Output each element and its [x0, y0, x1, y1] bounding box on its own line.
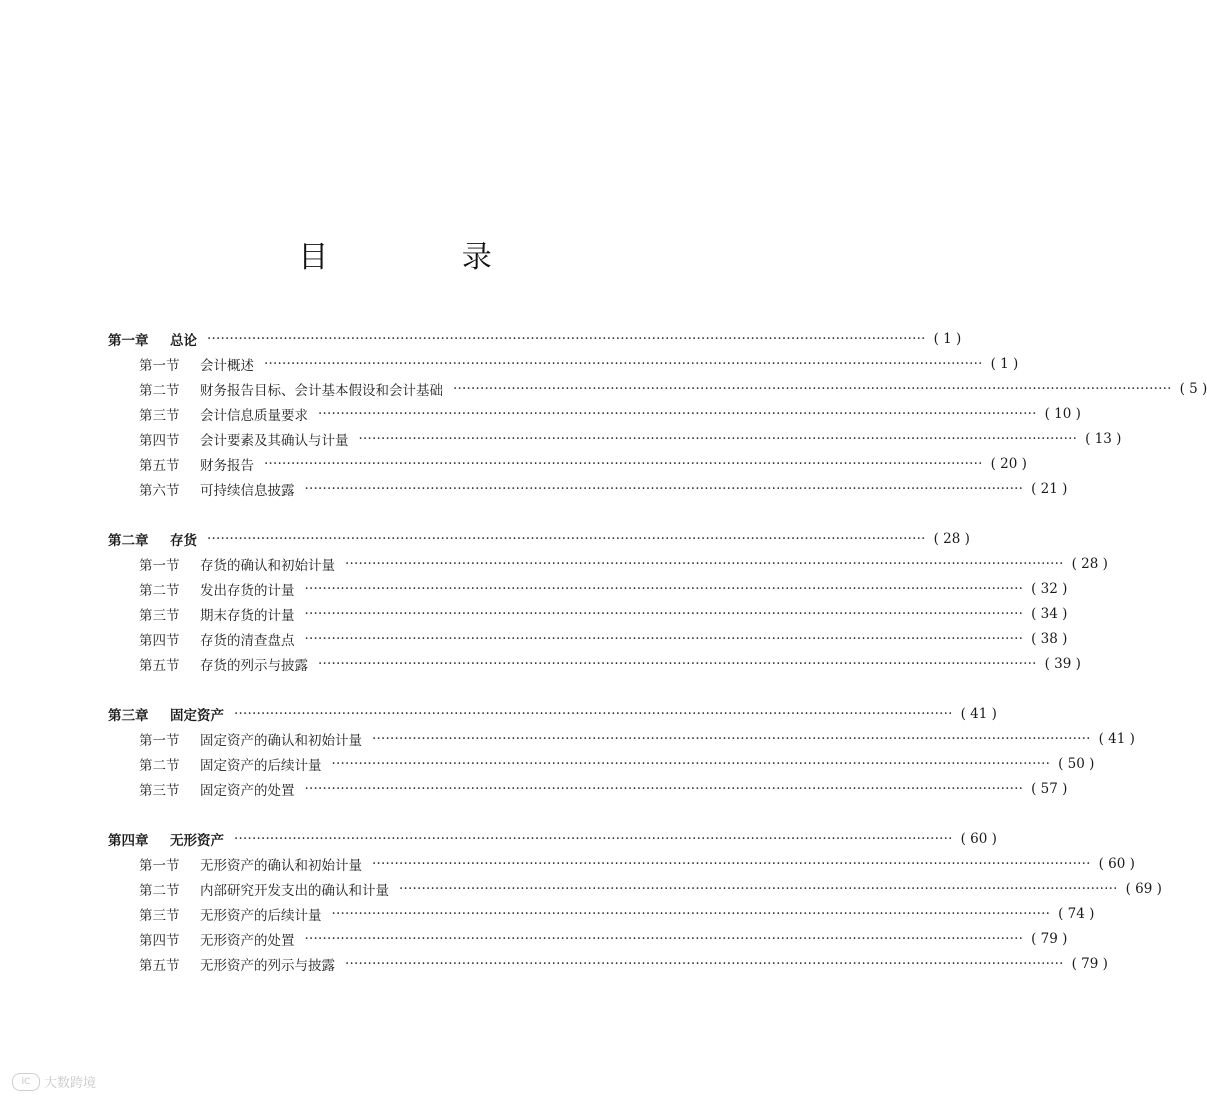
toc-entry-title: 总论	[170, 332, 197, 349]
toc-entry-number: 第二节	[139, 757, 180, 774]
toc-dot-leader: ································································································································································	[318, 655, 1037, 672]
toc-entry-number: 第三节	[139, 407, 180, 424]
toc-entry-number: 第五节	[139, 657, 180, 674]
toc-page-number: ( 1 )	[933, 330, 962, 347]
toc-dot-leader: ································································································································································	[207, 330, 926, 347]
toc-entry-title: 期末存货的计量	[200, 607, 295, 624]
toc-page-number: ( 39 )	[1044, 655, 1081, 672]
toc-section-row[interactable]	[139, 651, 1081, 676]
toc-entry-title: 固定资产的确认和初始计量	[200, 732, 362, 749]
toc-section-row[interactable]	[139, 951, 1108, 976]
toc-entry-title: 财务报告目标、会计基本假设和会计基础	[200, 382, 443, 399]
toc-entry-title: 会计信息质量要求	[200, 407, 308, 424]
toc-dot-leader: ································································································································································	[304, 630, 1024, 647]
toc-entry-title: 可持续信息披露	[200, 482, 295, 499]
toc-entry-number: 第二节	[139, 382, 180, 399]
toc-dot-leader: ································································································································································	[264, 355, 983, 372]
toc-entry-title: 会计要素及其确认与计量	[200, 432, 349, 449]
toc-dot-leader: ································································································································································	[372, 730, 1091, 747]
toc-section-row[interactable]	[139, 476, 1068, 501]
toc-entry-title: 会计概述	[200, 357, 254, 374]
toc-page-number: ( 60 )	[960, 830, 997, 847]
toc-page-number: ( 69 )	[1125, 880, 1162, 897]
toc-entry-number: 第三节	[139, 607, 180, 624]
toc-entry-number: 第一节	[139, 857, 180, 874]
toc-entry-number: 第一节	[139, 557, 180, 574]
toc-entry-number: 第四章	[108, 832, 149, 849]
toc-page-number: ( 38 )	[1031, 630, 1068, 647]
toc-dot-leader: ································································································································································	[304, 780, 1024, 797]
toc-entry-title: 无形资产的后续计量	[200, 907, 322, 924]
toc-entry-number: 第四节	[139, 432, 180, 449]
watermark-logo-icon: IC	[12, 1073, 40, 1091]
toc-page-number: ( 13 )	[1085, 430, 1122, 447]
toc-page-number: ( 79 )	[1071, 955, 1108, 972]
toc-dot-leader: ································································································································································	[318, 405, 1037, 422]
toc-entry-number: 第二章	[108, 532, 149, 549]
toc-section-row[interactable]	[139, 576, 1068, 601]
toc-entry-title: 固定资产的处置	[200, 782, 295, 799]
toc-page-number: ( 41 )	[1098, 730, 1135, 747]
toc-entry-number: 第四节	[139, 932, 180, 949]
toc-dot-leader: ································································································································································	[234, 705, 953, 722]
toc-section-row[interactable]	[139, 626, 1068, 651]
toc-dot-leader: ································································································································································	[345, 955, 1064, 972]
toc-page-number: ( 60 )	[1098, 855, 1135, 872]
toc-entry-title: 存货	[170, 532, 197, 549]
toc-entry-number: 第三节	[139, 907, 180, 924]
toc-page-number: ( 79 )	[1031, 930, 1068, 947]
toc-chapter-row[interactable]	[108, 701, 997, 726]
toc-entry-number: 第五节	[139, 457, 180, 474]
watermark	[12, 1072, 96, 1091]
toc-page-number: ( 28 )	[933, 530, 970, 547]
toc-dot-leader: ································································································································································	[345, 555, 1064, 572]
toc-entry-number: 第三章	[108, 707, 149, 724]
toc-dot-leader: ································································································································································	[234, 830, 953, 847]
toc-page-number: ( 41 )	[960, 705, 997, 722]
toc-section-row[interactable]	[139, 776, 1068, 801]
toc-dot-leader: ································································································································································	[207, 530, 926, 547]
toc-entry-title: 无形资产的列示与披露	[200, 957, 335, 974]
toc-entry-title: 发出存货的计量	[200, 582, 295, 599]
toc-section-row[interactable]	[139, 351, 1019, 376]
toc-section-row[interactable]	[139, 601, 1068, 626]
toc-chapter-row[interactable]	[108, 826, 997, 851]
toc-entry-number: 第三节	[139, 782, 180, 799]
toc-section-row[interactable]	[139, 926, 1068, 951]
toc-entry-number: 第六节	[139, 482, 180, 499]
toc-section-row[interactable]	[139, 751, 1095, 776]
toc-dot-leader: ································································································································································	[331, 905, 1051, 922]
toc-dot-leader: ································································································································································	[304, 580, 1024, 597]
toc-dot-leader: ································································································································································	[331, 755, 1051, 772]
toc-page-number: ( 21 )	[1031, 480, 1068, 497]
page-title: 目 录	[298, 240, 554, 275]
toc-section-row[interactable]	[139, 451, 1027, 476]
toc-page-number: ( 10 )	[1044, 405, 1081, 422]
toc-section-row[interactable]	[139, 376, 1207, 401]
toc-section-row[interactable]	[139, 551, 1108, 576]
toc-entry-number: 第一节	[139, 732, 180, 749]
toc-chapter-row[interactable]	[108, 526, 970, 551]
toc-section-row[interactable]	[139, 876, 1162, 901]
toc-entry-title: 存货的列示与披露	[200, 657, 308, 674]
toc-entry-title: 固定资产	[170, 707, 224, 724]
toc-dot-leader: ································································································································································	[264, 455, 983, 472]
toc-dot-leader: ································································································································································	[304, 480, 1024, 497]
toc-page-number: ( 20 )	[990, 455, 1027, 472]
toc-entry-title: 无形资产的处置	[200, 932, 295, 949]
toc-page-number: ( 28 )	[1071, 555, 1108, 572]
toc-page-number: ( 57 )	[1031, 780, 1068, 797]
toc-section-row[interactable]	[139, 726, 1135, 751]
toc-dot-leader: ································································································································································	[304, 930, 1024, 947]
toc-section-row[interactable]	[139, 901, 1095, 926]
toc-entry-title: 存货的确认和初始计量	[200, 557, 335, 574]
toc-page-number: ( 50 )	[1058, 755, 1095, 772]
toc-dot-leader: ································································································································································	[358, 430, 1078, 447]
toc-section-row[interactable]	[139, 401, 1081, 426]
toc-page-number: ( 34 )	[1031, 605, 1068, 622]
toc-page-number: ( 32 )	[1031, 580, 1068, 597]
toc-entry-number: 第四节	[139, 632, 180, 649]
toc-entry-title: 财务报告	[200, 457, 254, 474]
toc-section-row[interactable]	[139, 851, 1135, 876]
toc-chapter-row[interactable]	[108, 326, 962, 351]
toc-dot-leader: ································································································································································	[453, 380, 1172, 397]
toc-entry-number: 第二节	[139, 582, 180, 599]
toc-entry-title: 存货的清查盘点	[200, 632, 295, 649]
toc-dot-leader: ································································································································································	[399, 880, 1118, 897]
toc-entry-number: 第二节	[139, 882, 180, 899]
toc-section-row[interactable]	[139, 426, 1122, 451]
watermark-text: 大数跨境	[44, 1076, 97, 1091]
toc-entry-title: 无形资产	[170, 832, 224, 849]
toc-dot-leader: ································································································································································	[304, 605, 1024, 622]
toc-page-number: ( 5 )	[1179, 380, 1207, 397]
toc-entry-number: 第一章	[108, 332, 149, 349]
toc-entry-number: 第一节	[139, 357, 180, 374]
toc-entry-title: 固定资产的后续计量	[200, 757, 322, 774]
toc-entry-title: 内部研究开发支出的确认和计量	[200, 882, 389, 899]
toc-dot-leader: ································································································································································	[372, 855, 1091, 872]
toc-entry-number: 第五节	[139, 957, 180, 974]
toc-page-number: ( 74 )	[1058, 905, 1095, 922]
toc-page-number: ( 1 )	[990, 355, 1019, 372]
toc-entry-title: 无形资产的确认和初始计量	[200, 857, 362, 874]
